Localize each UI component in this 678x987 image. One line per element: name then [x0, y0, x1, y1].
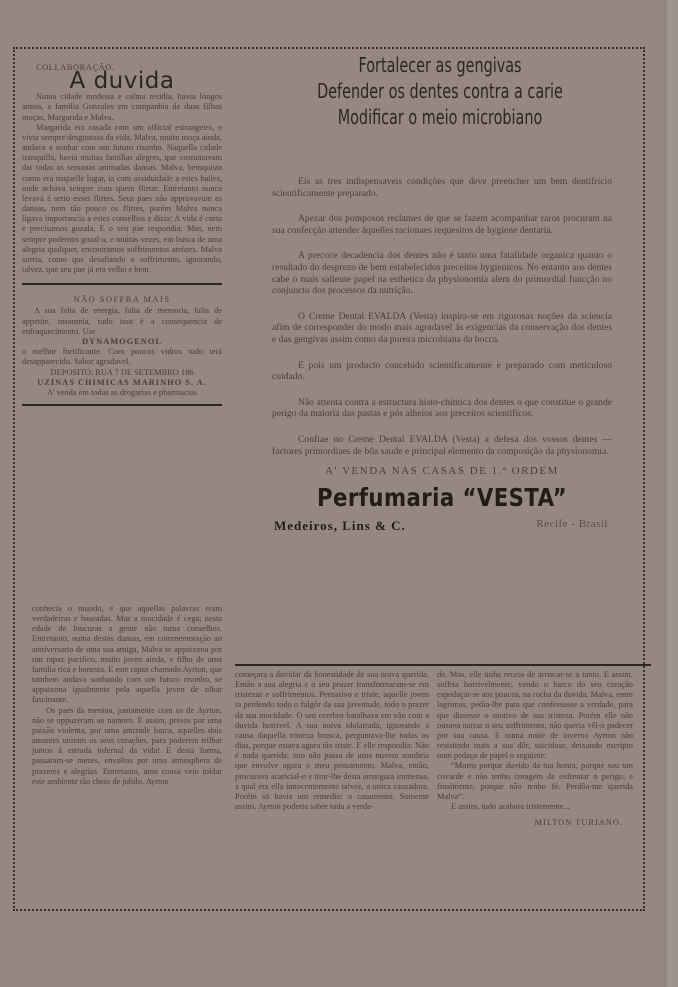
- ad-paragraph: A precoce decadencia dos dentes não é tanto uma fatalidade organica quanto o resultado do desprezo de bem estabelecidos preceitos hygienicos. No entanto aos dentes cabe o mais saliente papel na esthetica da physionomia alem do primordial funcção no conjuncto dos processos da nutrição.: [272, 250, 612, 297]
- story-paragraph: de. Mas, elle tinha receio de arriscar-se a tanto. E assim, soffria horrivelmente, vendo o barco do seu coração espedaçar-se aos poucos, na rocha da duvida. Malva, entre lagrimas, pedia-lhe para que confessasse a verdade, para que dissesse o motivo de sua tristeza. Porém elle não ousava narrar o seu soffrimento; não queria vêl-o padecer por sua causa. E numa noite de inverno Ayrton não resistindo mais a sua dôr, suicidase, deixando escripto num pedaço de papel o seguinte:: [437, 670, 633, 761]
- ad-city: Recife - Brasil: [536, 518, 608, 531]
- ad-deposit-address: DEPOSITO: RUA 7 DE SETEMBRO 186: [50, 367, 194, 377]
- vesta-advertisement-body: [272, 176, 612, 534]
- story-paragraph: E assim, tudo acabara tristemente...: [451, 802, 570, 812]
- ad-paragraph: O Creme Dental EVALDA (Vesta) inspira-se em rigorosas noções da sciencia afim de corresponder do modo mais agradavel ás exigencias da conservação dos dentes e das gengivas assim como da pureza microbiana da bocca.: [272, 310, 612, 345]
- author-signature: MILTON TURIANO.: [534, 818, 623, 828]
- story-paragraph: Numa cidade modesta e calma residia, havia longos annos, a familia Gonzales em companhia de duas filhas moças, Margarida e Malva.: [22, 92, 222, 122]
- ad-footer: [272, 518, 612, 534]
- story-column-left-continued: [32, 604, 222, 787]
- divider: [22, 283, 222, 285]
- ad-company-name: Medeiros, Lins & C.: [274, 518, 406, 534]
- ad-paragraph: Eis as tres indispensaveis condições que deve preencher um bem dentifricio scientificamente preparado.: [272, 176, 612, 199]
- ad-product-name: DYNAMOGENOL: [82, 336, 162, 346]
- headline-line: Fortalecer as gengivas: [358, 53, 522, 77]
- page-edge: [664, 0, 678, 987]
- ad-paragraph: Apezar dos pomposos reclames de que se fazem acompanhar raros procuram na sua confecção attender áquelles racionaes requesitos de hygiene dentaria.: [272, 213, 612, 236]
- dynamogenol-ad: [22, 295, 222, 398]
- divider: [235, 664, 651, 666]
- story-column-right: [437, 670, 633, 828]
- story-paragraph: conhecia o mundo, e que aquellas palavras eram verdadeiras e baseadas. Mas a mocidade é cega; nesta edade de loucuras a gente não toma conselhos. Entretanto, numa destas dansas, em commemoração ao anniversario de uma sua amiga, Malva se appaixona por um rapaz pacifico, muito joven ainda, e filho de uma familia rica e honesta. E este rapaz chamado Ayrton, que tambem andava sonhando com um futuro risonho, se appaixona igualmente pela aquella joven de olhar fascinante.: [32, 604, 222, 705]
- ad-paragraph: E pois um producto concebido scientificamente e preparado com meticuloso cuidado.: [272, 359, 612, 383]
- ad-headline: [318, 52, 563, 130]
- story-paragraph: Os paes da menina, juntamente com os de Ayrton, não se oppuzeram ao namoro. E assim, presos por uma paixão violenta, por uma amizade louca, aquelles dois amantes uniram os seus corações, para poderem trilhar juntos á estrada infernal da vida! E desta forma, passaram-se mezes, envoltos por uma atmosphera de prazeres e alegrias. Entretanto, uma cousa veio toldar este ambiente tão cheio de jubilo. Ayrton: [32, 705, 222, 786]
- ad-sale-info: A' venda em todas as drogarias e pharmacias: [46, 387, 198, 397]
- divider: [22, 404, 222, 406]
- ad-sale-line: A' VENDA NAS CASAS DE 1.ª ORDEM: [325, 465, 559, 478]
- ad-body: A sua falta de energia, falta de memoria, falta de appetite, insomnia, tudo isso é a consequencia de enfraquecimento. Use: [22, 306, 222, 336]
- vesta-advertisement-headline: [270, 52, 610, 130]
- story-column-left: [22, 52, 222, 416]
- headline-line: Modificar o meio microbiano: [337, 105, 543, 129]
- ad-body: o melhor fortificante. Com poucos vidros tudo terá desapparecido. Sabor agradavel.: [22, 347, 222, 367]
- story-paragraph: “Morro porque duvido da tua honra, porque sou um covarde e não tenho coragem de enfrentar o perigo, e finalmente, porque não tenho fé. Perdôa-me querida Malva”.: [437, 761, 633, 801]
- ad-paragraph: Confiae no Creme Dental EVALDA (Vesta) a defesa dos vossos dentes — factores primordiaes de bôa saude e principal elemento da composição da physionomia.: [272, 433, 612, 457]
- ad-heading: NÃO SOFFRA MAIS: [73, 295, 171, 305]
- ad-brand-name: Perfumaria “VESTA”: [316, 483, 568, 513]
- story-paragraph: começara a duvidar da honestidade de sua noiva querida. Então a sua alegria e o seu prazer transformaram-se em tristezas e soffrimentos. Pensativo e triste, aquelle joven ia perdendo todo o fulgôr da sua juventude, todo o prazer da sua mocidade. O seu cerebro batalhava em vão com a duvida horrivel. A sua noiva idolatrada, ignorando a causa daquella tristeza brusca, perguntava-lhe todos os dias, porque estava agora tão triste. E elle respondia: Não é nada querida; isto não passa de uma nuvem sombria que envolve agora o meu pensamento. Malva, então, procurava acaricial-o e tirar-lhe desta amargura immensa, a qual era ella innocentemente talvez, a unica causadora. Porém só havia um remedio: o casamento. Somente assim, Ayrton poderia saber toda a verda-: [235, 670, 429, 812]
- section-kicker: COLLABORAÇÃO.: [36, 62, 115, 72]
- story-title: A duvida: [69, 68, 175, 95]
- story-paragraph: Margarida era casada com um official estrangeiro, e vivia sempre desgostosa da vida. Malva, muito moça ainda, andava a sonhar com um futuro risonho. Naquella cidade tranquilla, havia muitas familias alegres, que costumavam dar todas as semanas animadas dansas. Malva, bemquista como era naquelle logar, ia com assiduidade a estes bailes, onde achava sempre com quem flirtar. Entretanto nunca levava á serio esses flirtes. Seus paes não approvavam as dansas, nem tão pouco os flirtes, porém Malva nunca ligava importancia a estes conselhos e dizia: A vida é curta e precisamos gozala. E o seu pae respondia: Mas, nem sempre podemos gozal-a, e muitas vezes, em busca de uma alegria qualquer, encontramos soffrimentos atrózes. Malva sorria, como que desafiando o soffrimento, ignorando, talvez, que seu pae já era velho e bem: [22, 122, 222, 274]
- story-column-middle: [235, 670, 429, 812]
- ad-company: UZINAS CHIMICAS MARINHO S. A.: [37, 377, 207, 387]
- ad-paragraph: Não attenta contra a estructura histo-chimica dos dentes o que constitue o grande perigo da maioria das pastas e pós alheios aos preceitos scientificos.: [272, 396, 612, 420]
- headline-line: Defender os dentes contra a carie: [317, 79, 563, 103]
